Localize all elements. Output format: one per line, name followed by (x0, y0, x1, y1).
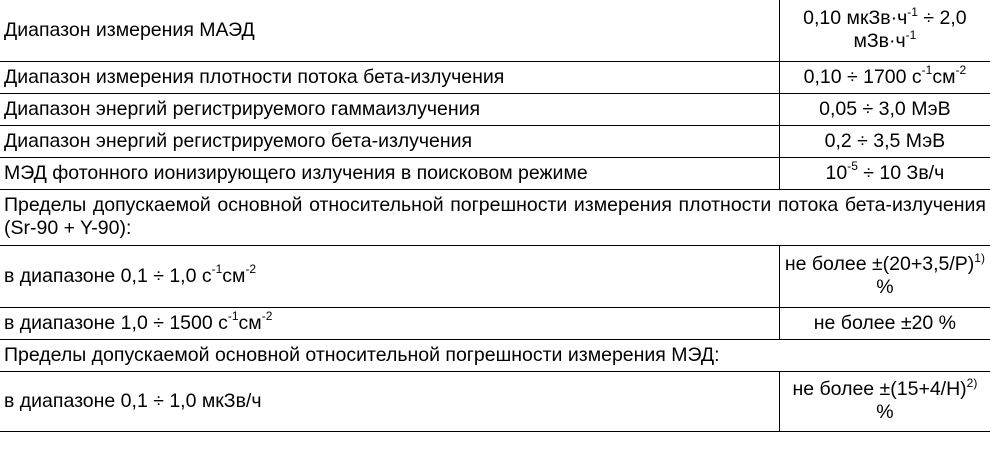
parameter-name-cell (0, 371, 779, 431)
parameter-name-cell (0, 0, 779, 61)
exponent: -1 (227, 309, 239, 323)
table-row (0, 125, 990, 157)
exponent: -1 (211, 262, 223, 276)
parameter-value-cell (779, 61, 990, 93)
section-row (0, 189, 990, 245)
parameter-name: в диапазоне 0,1 ÷ 1,0 мкЗв/ч (4, 389, 262, 412)
parameter-value: не более $\pm(20+3,5/Р)^{1)}$ % (784, 250, 985, 298)
parameter-value: 0,10 ÷ 1700 $с^{-1}см^{-2}$ (803, 63, 967, 88)
table-row (0, 157, 990, 189)
parameter-value: не более ±20 % (813, 311, 957, 334)
parameter-value-cell (779, 157, 990, 189)
parameter-name: Диапазон энергий регистрируемого бета-излучения (4, 129, 473, 152)
table-row (0, 371, 990, 431)
exponent: -1 (905, 27, 917, 42)
table-row (0, 0, 990, 61)
parameter-name: Диапазон измерения плотности потока бета-излучения (4, 65, 505, 88)
table-row (0, 61, 990, 93)
parameter-name: МЭД фотонного ионизирующего излучения в поисковом режиме (4, 161, 588, 184)
parameter-value-cell (779, 93, 990, 125)
table-row (0, 93, 990, 125)
exponent: -1 (921, 63, 933, 77)
section-heading-cell (0, 339, 990, 371)
exponent: -2 (261, 309, 273, 323)
exponent: -2 (955, 63, 967, 77)
exponent: -2 (245, 262, 257, 276)
exponent: -1 (907, 4, 918, 19)
parameter-name: Диапазон энергий регистрируемого гаммаизлучения (4, 97, 481, 120)
footnote-marker: 1) (974, 250, 985, 265)
parameter-name-cell (0, 61, 779, 93)
table-row (0, 245, 990, 307)
parameter-value: 0,10 $мкЗв\cdot ч^{-1} \div 2,0$ $мЗв\cdot ч^{-1}$ (803, 4, 967, 53)
parameter-name-cell (0, 93, 779, 125)
parameter-value-cell (779, 371, 990, 431)
exponent: -5 (847, 159, 858, 173)
parameter-value: 0,05 ÷ 3,0 МэВ (819, 97, 951, 120)
parameter-name-cell (0, 245, 779, 307)
parameter-name: в диапазоне 1,0 ÷ 1500 $с^{-1}см^{-2}$ (4, 309, 273, 334)
parameter-name: Диапазон измерения МАЭД (4, 18, 255, 41)
parameter-value: $10^{-5} \div 10$ Зв/ч (825, 159, 945, 184)
parameter-name: в диапазоне 0,1 ÷ 1,0 $с^{-1}см^{-2}$ (4, 262, 257, 287)
parameter-value-cell (779, 125, 990, 157)
parameter-name-cell (0, 307, 779, 339)
parameter-value-cell (779, 0, 990, 61)
parameter-value-cell (779, 307, 990, 339)
table-row (0, 307, 990, 339)
parameter-value: 0,2 ÷ 3,5 МэВ (824, 129, 946, 152)
parameter-name-cell (0, 125, 779, 157)
footnote-marker: 2) (966, 375, 978, 390)
section-row (0, 339, 990, 371)
section-heading: Пределы допускаемой основной относительной погрешности измерения МЭД: (4, 343, 720, 366)
parameter-value-cell (779, 245, 990, 307)
section-heading: Пределы допускаемой основной относительной погрешности измерения плотности потока бета-излучения (Sr-90 + Y-90): (4, 194, 986, 239)
parameter-name-cell (0, 157, 779, 189)
section-heading-cell (0, 189, 990, 245)
parameter-value: не более $\pm(15+4/Н)^{2)}$ % (792, 375, 978, 423)
